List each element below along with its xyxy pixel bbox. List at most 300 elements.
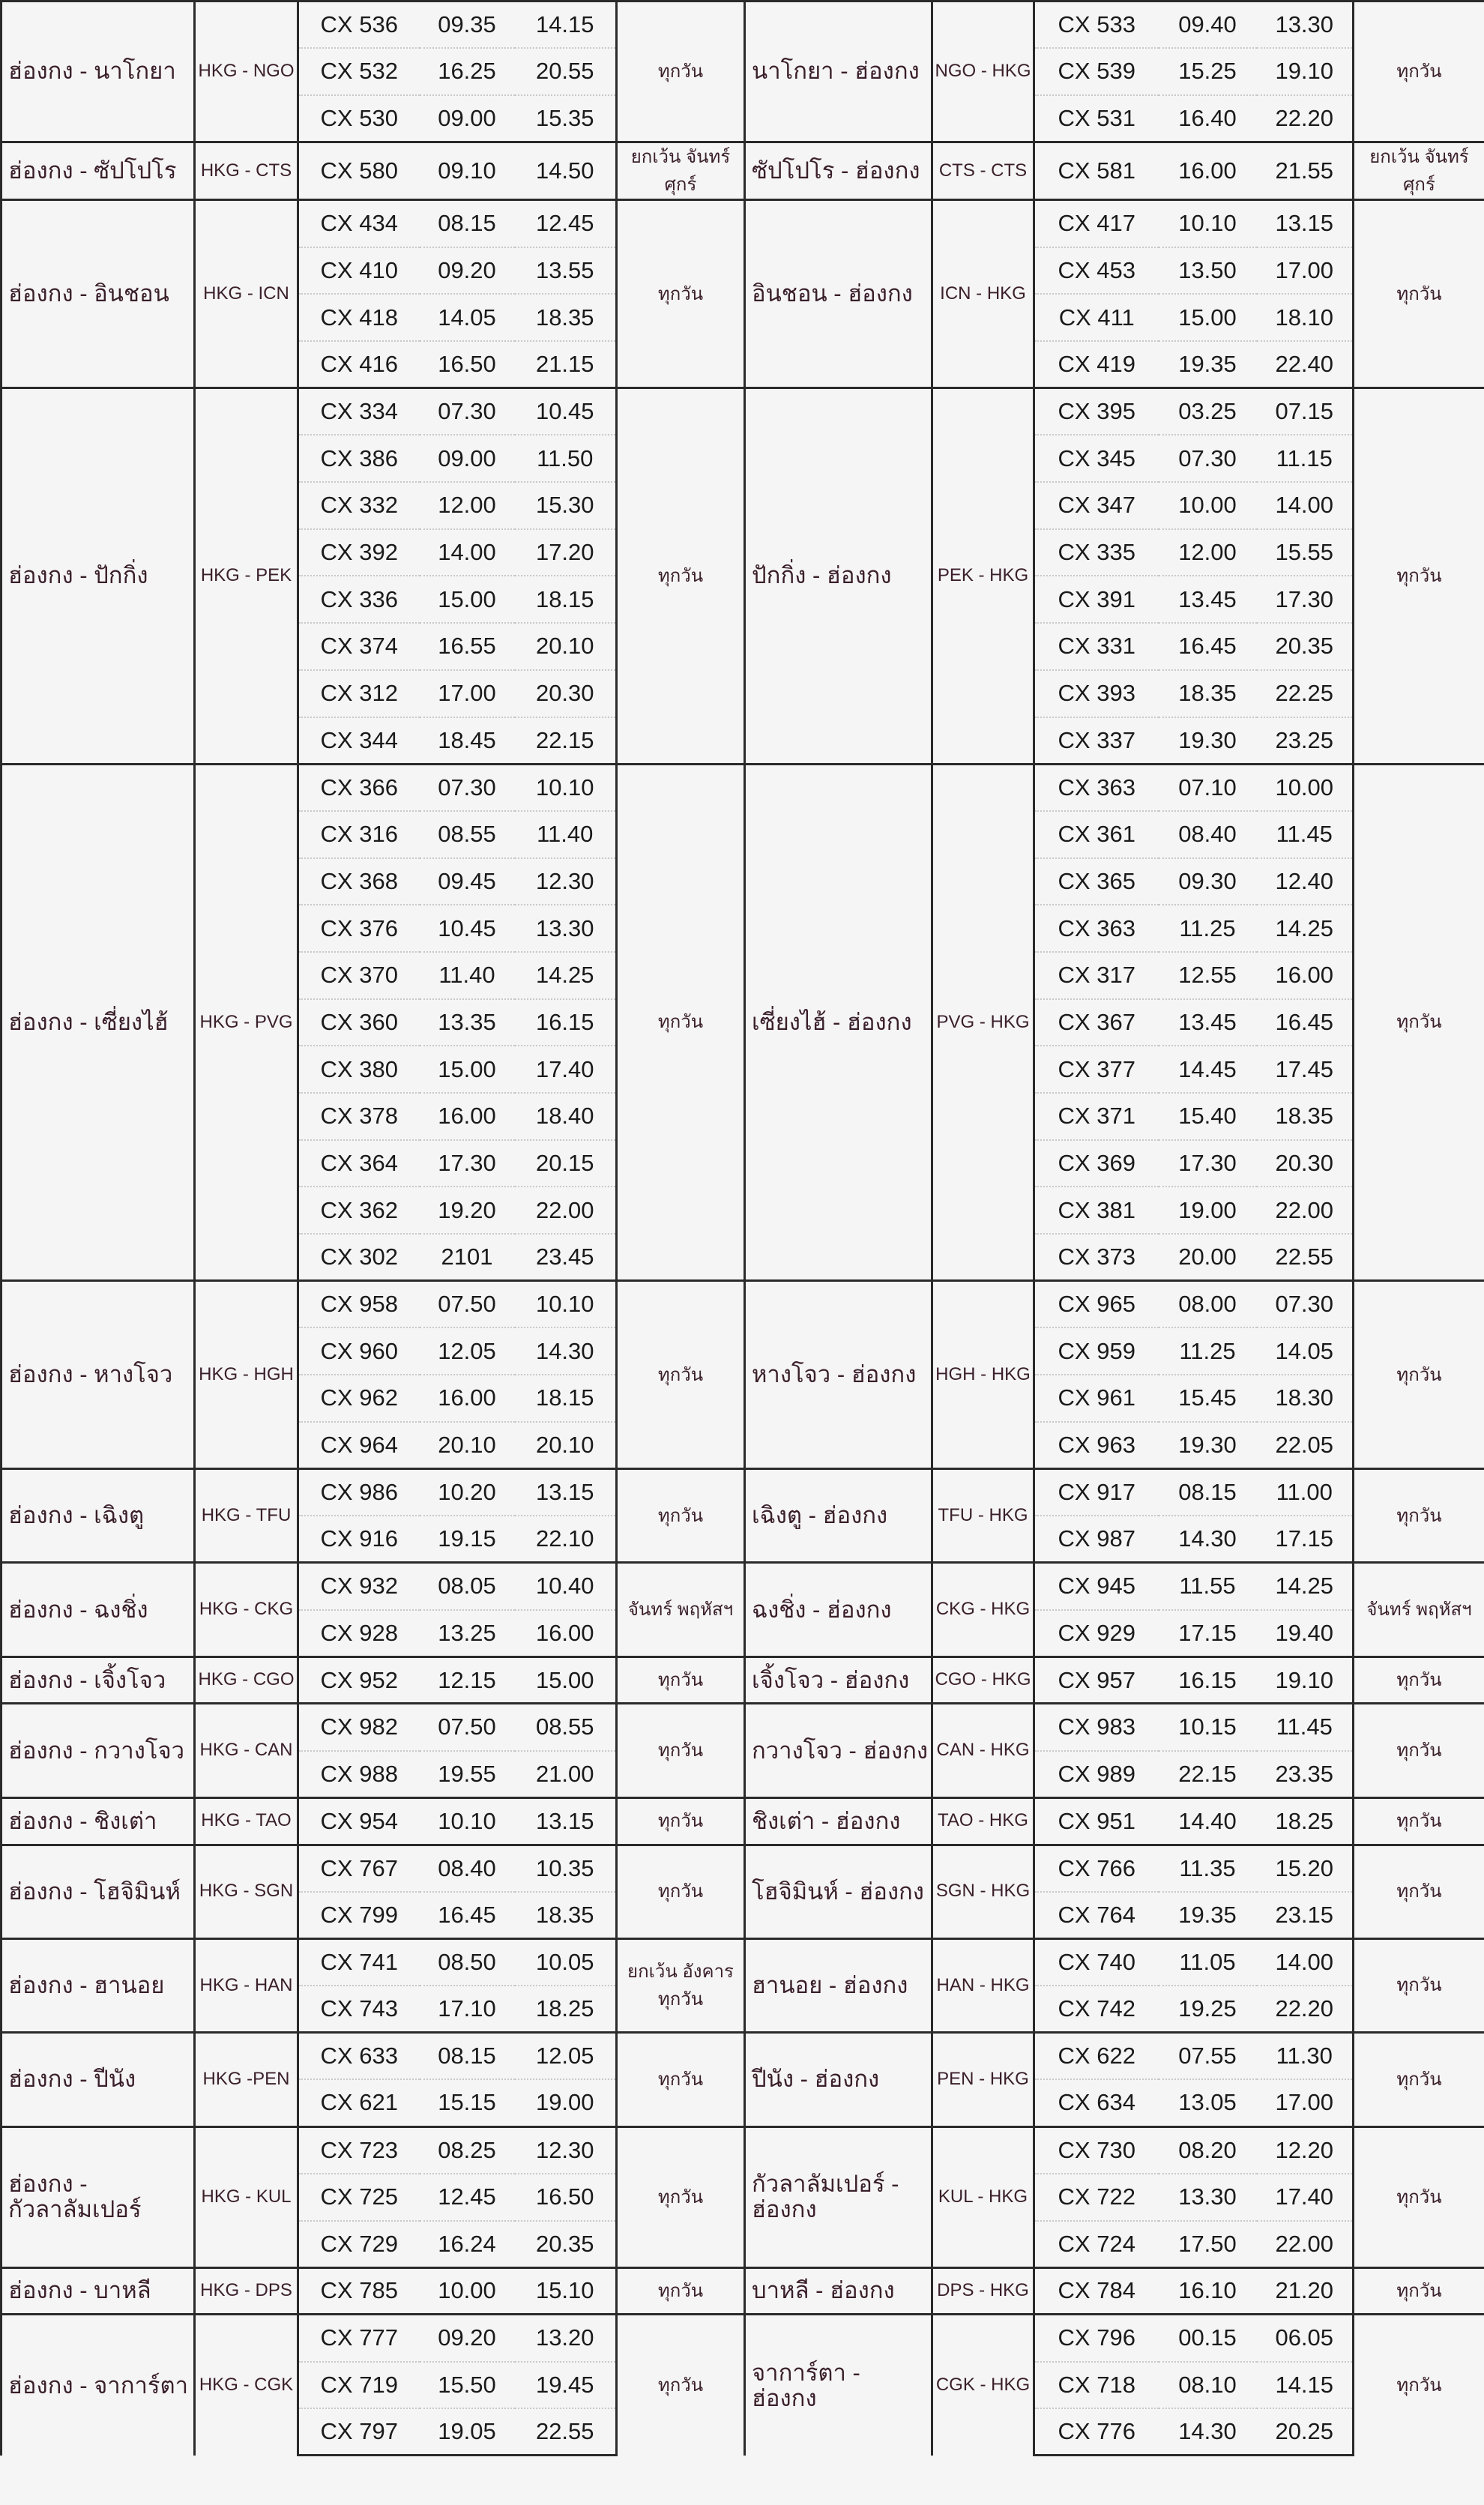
outbound-operating-days: ทุกวัน	[617, 1845, 745, 1938]
outbound-flight-number: CX 928	[298, 1610, 420, 1657]
inbound-flight-number: CX 951	[1034, 1797, 1159, 1845]
inbound-operating-days: ทุกวัน	[1354, 1, 1484, 142]
inbound-flight-number: CX 718	[1034, 2362, 1159, 2409]
outbound-flight-number: CX 532	[298, 48, 420, 95]
table-row	[1, 1, 1484, 49]
inbound-arrival-time: 22.20	[1257, 1986, 1354, 2033]
outbound-airport-codes: HKG - HGH	[195, 1281, 298, 1469]
outbound-arrival-time: 17.40	[515, 1046, 617, 1093]
outbound-flight-number: CX 344	[298, 717, 420, 765]
inbound-departure-time: 17.15	[1159, 1610, 1257, 1657]
outbound-flight-number: CX 988	[298, 1751, 420, 1798]
outbound-departure-time: 07.30	[420, 764, 515, 811]
inbound-departure-time: 19.25	[1159, 1986, 1257, 2033]
outbound-flight-number: CX 719	[298, 2362, 420, 2409]
outbound-departure-time: 16.45	[420, 1892, 515, 1939]
outbound-departure-time: 11.40	[420, 952, 515, 999]
inbound-operating-days: ทุกวัน	[1354, 764, 1484, 1281]
inbound-route: นาโกยา - ฮ่องกง	[745, 1, 932, 142]
outbound-arrival-time: 08.55	[515, 1704, 617, 1751]
inbound-operating-days: ทุกวัน	[1354, 1704, 1484, 1797]
outbound-route: ฮ่องกง - เฉิงตู	[1, 1469, 195, 1563]
inbound-arrival-time: 20.35	[1257, 623, 1354, 670]
inbound-flight-number: CX 776	[1034, 2408, 1159, 2456]
inbound-arrival-time: 22.00	[1257, 1187, 1354, 1234]
inbound-departure-time: 10.15	[1159, 1704, 1257, 1751]
outbound-arrival-time: 11.50	[515, 435, 617, 482]
inbound-departure-time: 11.25	[1159, 905, 1257, 952]
outbound-departure-time: 17.30	[420, 1140, 515, 1187]
outbound-flight-number: CX 380	[298, 1046, 420, 1093]
outbound-flight-number: CX 725	[298, 2174, 420, 2221]
inbound-flight-number: CX 622	[1034, 2033, 1159, 2080]
inbound-departure-time: 14.45	[1159, 1046, 1257, 1093]
outbound-departure-time: 09.00	[420, 435, 515, 482]
outbound-operating-days: ทุกวัน	[617, 1704, 745, 1797]
outbound-departure-time: 10.45	[420, 905, 515, 952]
inbound-route: อินชอน - ฮ่องกง	[745, 200, 932, 388]
inbound-flight-number: CX 347	[1034, 482, 1159, 529]
outbound-flight-number: CX 580	[298, 142, 420, 200]
inbound-operating-days: ทุกวัน	[1354, 2126, 1484, 2267]
inbound-airport-codes: TFU - HKG	[932, 1469, 1034, 1563]
outbound-arrival-time: 18.35	[515, 294, 617, 341]
inbound-airport-codes: PEN - HKG	[932, 2033, 1034, 2126]
outbound-arrival-time: 12.30	[515, 2126, 617, 2174]
inbound-departure-time: 08.20	[1159, 2126, 1257, 2174]
table-row	[1, 1563, 1484, 1610]
inbound-flight-number: CX 395	[1034, 388, 1159, 435]
inbound-arrival-time: 22.20	[1257, 95, 1354, 142]
inbound-flight-number: CX 989	[1034, 1751, 1159, 1798]
outbound-airport-codes: HKG -PEN	[195, 2033, 298, 2126]
outbound-arrival-time: 10.10	[515, 1281, 617, 1328]
outbound-arrival-time: 17.20	[515, 529, 617, 576]
inbound-operating-days: ทุกวัน	[1354, 1281, 1484, 1469]
outbound-flight-number: CX 418	[298, 294, 420, 341]
outbound-arrival-time: 22.55	[515, 2408, 617, 2456]
outbound-route: ฮ่องกง - อินชอน	[1, 200, 195, 388]
inbound-arrival-time: 22.05	[1257, 1422, 1354, 1469]
inbound-departure-time: 12.55	[1159, 952, 1257, 999]
outbound-arrival-time: 10.40	[515, 1563, 617, 1610]
outbound-flight-number: CX 360	[298, 999, 420, 1046]
inbound-departure-time: 11.05	[1159, 1938, 1257, 1986]
inbound-departure-time: 16.10	[1159, 2267, 1257, 2315]
outbound-operating-days: ทุกวัน	[617, 2267, 745, 2315]
inbound-route: ปักกิ่ง - ฮ่องกง	[745, 388, 932, 765]
outbound-airport-codes: HKG - DPS	[195, 2267, 298, 2315]
inbound-departure-time: 17.50	[1159, 2221, 1257, 2268]
outbound-flight-number: CX 302	[298, 1234, 420, 1281]
inbound-route: กัวลาลัมเปอร์ - ฮ่องกง	[745, 2126, 932, 2267]
inbound-flight-number: CX 796	[1034, 2315, 1159, 2362]
inbound-flight-number: CX 381	[1034, 1187, 1159, 1234]
inbound-flight-number: CX 367	[1034, 999, 1159, 1046]
inbound-airport-codes: CTS - CTS	[932, 142, 1034, 200]
inbound-departure-time: 14.30	[1159, 2408, 1257, 2456]
inbound-route: ชิงเต่า - ฮ่องกง	[745, 1797, 932, 1845]
outbound-flight-number: CX 964	[298, 1422, 420, 1469]
inbound-departure-time: 07.10	[1159, 764, 1257, 811]
outbound-arrival-time: 13.15	[515, 1797, 617, 1845]
inbound-departure-time: 09.30	[1159, 858, 1257, 905]
inbound-departure-time: 13.45	[1159, 999, 1257, 1046]
outbound-arrival-time: 13.20	[515, 2315, 617, 2362]
outbound-departure-time: 08.15	[420, 2033, 515, 2080]
inbound-airport-codes: DPS - HKG	[932, 2267, 1034, 2315]
inbound-operating-days: ทุกวัน	[1354, 388, 1484, 765]
inbound-flight-number: CX 533	[1034, 1, 1159, 49]
inbound-operating-days: ทุกวัน	[1354, 2033, 1484, 2126]
inbound-arrival-time: 11.45	[1257, 811, 1354, 858]
inbound-departure-time: 19.35	[1159, 341, 1257, 388]
outbound-departure-time: 10.10	[420, 1797, 515, 1845]
inbound-route: เฉิงตู - ฮ่องกง	[745, 1469, 932, 1563]
inbound-arrival-time: 20.30	[1257, 1140, 1354, 1187]
outbound-departure-time: 18.45	[420, 717, 515, 765]
inbound-flight-number: CX 764	[1034, 1892, 1159, 1939]
inbound-departure-time: 10.10	[1159, 200, 1257, 247]
inbound-arrival-time: 23.15	[1257, 1892, 1354, 1939]
outbound-route: ฮ่องกง - กัวลาลัมเปอร์	[1, 2126, 195, 2267]
inbound-airport-codes: CGO - HKG	[932, 1657, 1034, 1704]
outbound-arrival-time: 15.00	[515, 1657, 617, 1704]
outbound-departure-time: 19.15	[420, 1516, 515, 1563]
inbound-airport-codes: HAN - HKG	[932, 1938, 1034, 2032]
outbound-departure-time: 13.25	[420, 1610, 515, 1657]
outbound-route: ฮ่องกง - กวางโจว	[1, 1704, 195, 1797]
outbound-arrival-time: 12.30	[515, 858, 617, 905]
inbound-departure-time: 10.00	[1159, 482, 1257, 529]
inbound-route: เซี่ยงไฮ้ - ฮ่องกง	[745, 764, 932, 1281]
outbound-flight-number: CX 316	[298, 811, 420, 858]
inbound-flight-number: CX 730	[1034, 2126, 1159, 2174]
inbound-arrival-time: 23.35	[1257, 1751, 1354, 1798]
inbound-flight-number: CX 335	[1034, 529, 1159, 576]
inbound-departure-time: 07.30	[1159, 435, 1257, 482]
outbound-departure-time: 08.05	[420, 1563, 515, 1610]
outbound-operating-days: ทุกวัน	[617, 2315, 745, 2456]
inbound-arrival-time: 16.00	[1257, 952, 1354, 999]
outbound-operating-days: ทุกวัน	[617, 388, 745, 765]
outbound-route: ฮ่องกง - ปักกิ่ง	[1, 388, 195, 765]
outbound-route: ฮ่องกง - ชิงเต่า	[1, 1797, 195, 1845]
table-row	[1, 2315, 1484, 2362]
inbound-arrival-time: 23.25	[1257, 717, 1354, 765]
inbound-flight-number: CX 411	[1034, 294, 1159, 341]
outbound-departure-time: 15.00	[420, 576, 515, 623]
inbound-departure-time: 14.40	[1159, 1797, 1257, 1845]
outbound-departure-time: 16.00	[420, 1093, 515, 1140]
inbound-route: กวางโจว - ฮ่องกง	[745, 1704, 932, 1797]
inbound-arrival-time: 17.00	[1257, 247, 1354, 295]
inbound-departure-time: 17.30	[1159, 1140, 1257, 1187]
inbound-departure-time: 11.35	[1159, 1845, 1257, 1892]
inbound-departure-time: 14.30	[1159, 1516, 1257, 1563]
inbound-route: ปีนัง - ฮ่องกง	[745, 2033, 932, 2126]
outbound-airport-codes: HKG - HAN	[195, 1938, 298, 2032]
outbound-airport-codes: HKG - PVG	[195, 764, 298, 1281]
outbound-departure-time: 19.05	[420, 2408, 515, 2456]
inbound-flight-number: CX 740	[1034, 1938, 1159, 1986]
outbound-arrival-time: 11.40	[515, 811, 617, 858]
timetable-body	[1, 1, 1484, 2456]
inbound-flight-number: CX 317	[1034, 952, 1159, 999]
outbound-departure-time: 12.00	[420, 482, 515, 529]
inbound-airport-codes: CAN - HKG	[932, 1704, 1034, 1797]
outbound-arrival-time: 14.50	[515, 142, 617, 200]
outbound-flight-number: CX 332	[298, 482, 420, 529]
inbound-operating-days: ทุกวัน	[1354, 1797, 1484, 1845]
outbound-flight-number: CX 954	[298, 1797, 420, 1845]
outbound-route: ฮ่องกง - บาหลี	[1, 2267, 195, 2315]
outbound-departure-time: 09.20	[420, 247, 515, 295]
outbound-airport-codes: HKG - CGO	[195, 1657, 298, 1704]
inbound-route: จาการ์ตา - ฮ่องกง	[745, 2315, 932, 2456]
inbound-departure-time: 19.30	[1159, 1422, 1257, 1469]
inbound-flight-number: CX 742	[1034, 1986, 1159, 2033]
inbound-arrival-time: 11.15	[1257, 435, 1354, 482]
outbound-departure-time: 10.20	[420, 1469, 515, 1516]
outbound-departure-time: 08.40	[420, 1845, 515, 1892]
outbound-flight-number: CX 362	[298, 1187, 420, 1234]
table-row	[1, 764, 1484, 811]
inbound-departure-time: 11.25	[1159, 1327, 1257, 1375]
outbound-airport-codes: HKG - PEK	[195, 388, 298, 765]
outbound-flight-number: CX 797	[298, 2408, 420, 2456]
outbound-arrival-time: 21.00	[515, 1751, 617, 1798]
inbound-arrival-time: 19.10	[1257, 48, 1354, 95]
outbound-flight-number: CX 799	[298, 1892, 420, 1939]
outbound-flight-number: CX 932	[298, 1563, 420, 1610]
outbound-route: ฮ่องกง - เจิ้งโจว	[1, 1657, 195, 1704]
inbound-operating-days: ทุกวัน	[1354, 2315, 1484, 2456]
outbound-departure-time: 14.05	[420, 294, 515, 341]
inbound-flight-number: CX 373	[1034, 1234, 1159, 1281]
table-row	[1, 2126, 1484, 2174]
outbound-departure-time: 15.00	[420, 1046, 515, 1093]
inbound-arrival-time: 12.20	[1257, 2126, 1354, 2174]
inbound-arrival-time: 20.25	[1257, 2408, 1354, 2456]
outbound-arrival-time: 13.15	[515, 1469, 617, 1516]
inbound-arrival-time: 18.10	[1257, 294, 1354, 341]
outbound-operating-days: ทุกวัน	[617, 2033, 745, 2126]
inbound-flight-number: CX 363	[1034, 905, 1159, 952]
inbound-airport-codes: HGH - HKG	[932, 1281, 1034, 1469]
outbound-departure-time: 10.00	[420, 2267, 515, 2315]
outbound-flight-number: CX 777	[298, 2315, 420, 2362]
outbound-route: ฮ่องกง - เซี่ยงไฮ้	[1, 764, 195, 1281]
inbound-arrival-time: 22.25	[1257, 670, 1354, 717]
outbound-operating-days: ทุกวัน	[617, 1, 745, 142]
inbound-departure-time: 19.00	[1159, 1187, 1257, 1234]
outbound-arrival-time: 20.55	[515, 48, 617, 95]
outbound-operating-days: ทุกวัน	[617, 1469, 745, 1563]
outbound-route: ฮ่องกง - หางโจว	[1, 1281, 195, 1469]
outbound-departure-time: 07.30	[420, 388, 515, 435]
table-row	[1, 200, 1484, 247]
inbound-departure-time: 09.40	[1159, 1, 1257, 49]
outbound-arrival-time: 12.05	[515, 2033, 617, 2080]
outbound-airport-codes: HKG - CAN	[195, 1704, 298, 1797]
inbound-airport-codes: KUL - HKG	[932, 2126, 1034, 2267]
outbound-flight-number: CX 536	[298, 1, 420, 49]
outbound-arrival-time: 16.50	[515, 2174, 617, 2221]
outbound-flight-number: CX 960	[298, 1327, 420, 1375]
outbound-arrival-time: 23.45	[515, 1234, 617, 1281]
outbound-flight-number: CX 962	[298, 1375, 420, 1422]
outbound-route: ฮ่องกง - นาโกยา	[1, 1, 195, 142]
outbound-arrival-time: 20.10	[515, 1422, 617, 1469]
outbound-airport-codes: HKG - SGN	[195, 1845, 298, 1938]
inbound-departure-time: 20.00	[1159, 1234, 1257, 1281]
outbound-departure-time: 20.10	[420, 1422, 515, 1469]
inbound-airport-codes: ICN - HKG	[932, 200, 1034, 388]
inbound-arrival-time: 19.40	[1257, 1610, 1354, 1657]
outbound-flight-number: CX 743	[298, 1986, 420, 2033]
inbound-flight-number: CX 917	[1034, 1469, 1159, 1516]
inbound-flight-number: CX 929	[1034, 1610, 1159, 1657]
outbound-route: ฮ่องกง - ฮานอย	[1, 1938, 195, 2032]
outbound-flight-number: CX 958	[298, 1281, 420, 1328]
inbound-arrival-time: 22.40	[1257, 341, 1354, 388]
outbound-arrival-time: 20.30	[515, 670, 617, 717]
outbound-departure-time: 16.55	[420, 623, 515, 670]
outbound-departure-time: 08.15	[420, 200, 515, 247]
outbound-operating-days: ทุกวัน	[617, 1657, 745, 1704]
inbound-departure-time: 15.25	[1159, 48, 1257, 95]
inbound-airport-codes: PVG - HKG	[932, 764, 1034, 1281]
inbound-departure-time: 15.45	[1159, 1375, 1257, 1422]
outbound-departure-time: 13.35	[420, 999, 515, 1046]
inbound-departure-time: 15.40	[1159, 1093, 1257, 1140]
outbound-departure-time: 12.05	[420, 1327, 515, 1375]
outbound-departure-time: 08.55	[420, 811, 515, 858]
outbound-arrival-time: 14.15	[515, 1, 617, 49]
outbound-operating-days: ทุกวัน	[617, 1281, 745, 1469]
inbound-flight-number: CX 766	[1034, 1845, 1159, 1892]
outbound-arrival-time: 18.25	[515, 1986, 617, 2033]
inbound-operating-days: ทุกวัน	[1354, 1845, 1484, 1938]
outbound-arrival-time: 16.00	[515, 1610, 617, 1657]
inbound-flight-number: CX 987	[1034, 1516, 1159, 1563]
inbound-arrival-time: 17.00	[1257, 2079, 1354, 2126]
outbound-route: ฮ่องกง - โฮจิมินห์	[1, 1845, 195, 1938]
outbound-flight-number: CX 434	[298, 200, 420, 247]
table-row	[1, 1845, 1484, 1892]
inbound-route: บาหลี - ฮ่องกง	[745, 2267, 932, 2315]
inbound-departure-time: 07.55	[1159, 2033, 1257, 2080]
outbound-route: ฮ่องกง - ฉงชิ่ง	[1, 1563, 195, 1657]
inbound-arrival-time: 14.25	[1257, 1563, 1354, 1610]
outbound-operating-days: ทุกวัน	[617, 1797, 745, 1845]
inbound-departure-time: 08.10	[1159, 2362, 1257, 2409]
outbound-departure-time: 12.45	[420, 2174, 515, 2221]
inbound-arrival-time: 18.35	[1257, 1093, 1354, 1140]
outbound-arrival-time: 10.10	[515, 764, 617, 811]
outbound-arrival-time: 12.45	[515, 200, 617, 247]
inbound-airport-codes: CGK - HKG	[932, 2315, 1034, 2456]
inbound-operating-days: ยกเว้น จันทร์ ศุกร์	[1354, 142, 1484, 200]
outbound-departure-time: 16.24	[420, 2221, 515, 2268]
outbound-flight-number: CX 916	[298, 1516, 420, 1563]
outbound-flight-number: CX 376	[298, 905, 420, 952]
inbound-arrival-time: 21.20	[1257, 2267, 1354, 2315]
outbound-flight-number: CX 986	[298, 1469, 420, 1516]
inbound-departure-time: 22.15	[1159, 1751, 1257, 1798]
inbound-arrival-time: 13.15	[1257, 200, 1354, 247]
inbound-flight-number: CX 634	[1034, 2079, 1159, 2126]
inbound-departure-time: 08.00	[1159, 1281, 1257, 1328]
outbound-airport-codes: HKG - TFU	[195, 1469, 298, 1563]
outbound-flight-number: CX 633	[298, 2033, 420, 2080]
outbound-flight-number: CX 374	[298, 623, 420, 670]
outbound-departure-time: 17.10	[420, 1986, 515, 2033]
inbound-route: ซัปโปโร - ฮ่องกง	[745, 142, 932, 200]
inbound-departure-time: 15.00	[1159, 294, 1257, 341]
outbound-departure-time: 14.00	[420, 529, 515, 576]
outbound-arrival-time: 13.30	[515, 905, 617, 952]
inbound-flight-number: CX 965	[1034, 1281, 1159, 1328]
outbound-arrival-time: 15.35	[515, 95, 617, 142]
inbound-arrival-time: 10.00	[1257, 764, 1354, 811]
inbound-arrival-time: 07.15	[1257, 388, 1354, 435]
outbound-flight-number: CX 336	[298, 576, 420, 623]
outbound-flight-number: CX 312	[298, 670, 420, 717]
outbound-airport-codes: HKG - ICN	[195, 200, 298, 388]
inbound-arrival-time: 17.45	[1257, 1046, 1354, 1093]
inbound-arrival-time: 07.30	[1257, 1281, 1354, 1328]
outbound-flight-number: CX 416	[298, 341, 420, 388]
outbound-operating-days: ยกเว้น จันทร์ ศุกร์	[617, 142, 745, 200]
outbound-arrival-time: 19.45	[515, 2362, 617, 2409]
outbound-arrival-time: 13.55	[515, 247, 617, 295]
outbound-departure-time: 15.15	[420, 2079, 515, 2126]
inbound-route: เจิ้งโจว - ฮ่องกง	[745, 1657, 932, 1704]
table-row	[1, 1704, 1484, 1751]
outbound-flight-number: CX 723	[298, 2126, 420, 2174]
outbound-flight-number: CX 621	[298, 2079, 420, 2126]
outbound-departure-time: 07.50	[420, 1281, 515, 1328]
inbound-departure-time: 13.05	[1159, 2079, 1257, 2126]
inbound-departure-time: 08.40	[1159, 811, 1257, 858]
outbound-departure-time: 09.20	[420, 2315, 515, 2362]
outbound-arrival-time: 14.25	[515, 952, 617, 999]
outbound-airport-codes: HKG - CKG	[195, 1563, 298, 1657]
inbound-operating-days: จันทร์ พฤหัสฯ	[1354, 1563, 1484, 1657]
inbound-route: ฮานอย - ฮ่องกง	[745, 1938, 932, 2032]
outbound-flight-number: CX 378	[298, 1093, 420, 1140]
inbound-departure-time: 19.30	[1159, 717, 1257, 765]
outbound-departure-time: 16.25	[420, 48, 515, 95]
outbound-arrival-time: 10.45	[515, 388, 617, 435]
outbound-arrival-time: 18.15	[515, 1375, 617, 1422]
inbound-arrival-time: 15.55	[1257, 529, 1354, 576]
inbound-flight-number: CX 983	[1034, 1704, 1159, 1751]
outbound-operating-days: ทุกวัน	[617, 764, 745, 1281]
inbound-arrival-time: 17.30	[1257, 576, 1354, 623]
inbound-arrival-time: 14.00	[1257, 482, 1354, 529]
outbound-arrival-time: 20.35	[515, 2221, 617, 2268]
inbound-arrival-time: 11.00	[1257, 1469, 1354, 1516]
inbound-departure-time: 18.35	[1159, 670, 1257, 717]
outbound-arrival-time: 14.30	[515, 1327, 617, 1375]
inbound-flight-number: CX 361	[1034, 811, 1159, 858]
inbound-departure-time: 13.50	[1159, 247, 1257, 295]
inbound-flight-number: CX 419	[1034, 341, 1159, 388]
outbound-flight-number: CX 410	[298, 247, 420, 295]
